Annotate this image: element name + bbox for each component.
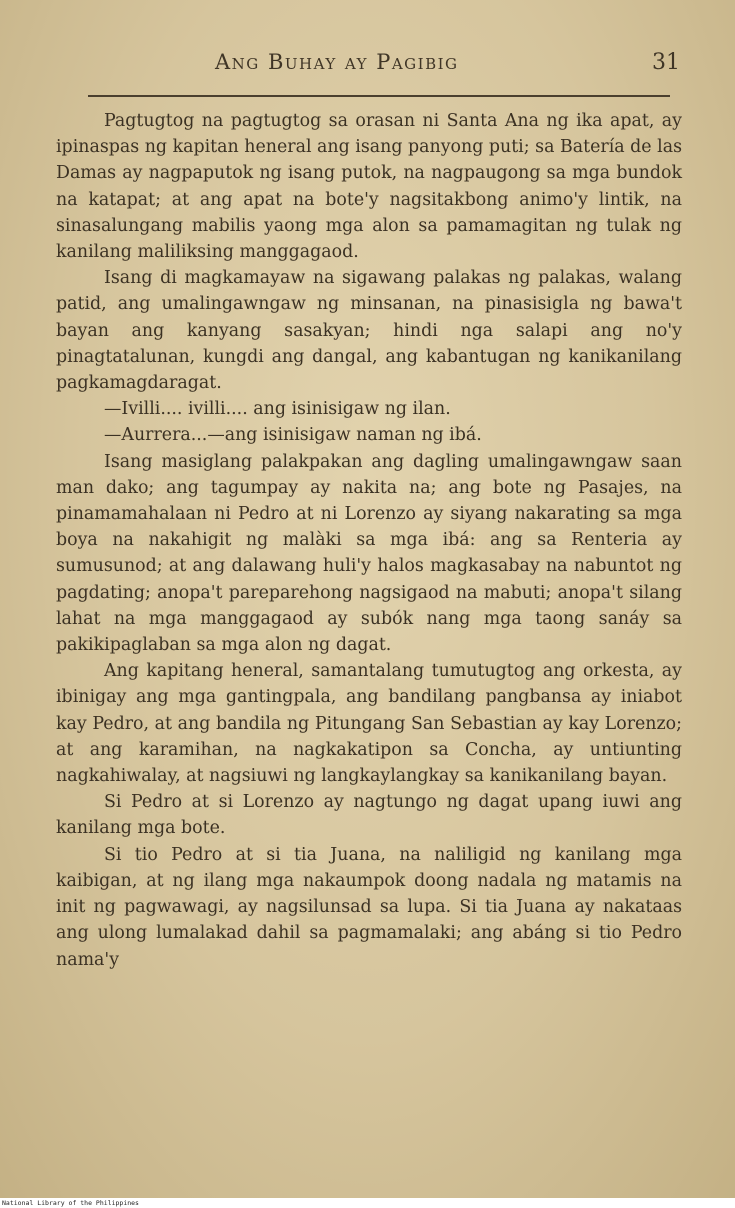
running-title: Ang Buhay ay Pagibig — [215, 50, 459, 74]
footer-credit — [0, 1199, 735, 1208]
body-text — [56, 108, 682, 973]
paragraph: Si Pedro at si Lorenzo ay nagtungo ng dagat upang iuwi ang kanilang mga bote. — [56, 792, 682, 839]
paragraph: Pagtugtog na pagtugtog sa orasan ni Santa Ana ng ika apat, ay ipinaspas ng kapitan heneral ang isang panyong puti; sa Batería de las Damas ay nagpaputok ng isang putok, na nagpaugong sa mga bundok na katapat; at ang apat na bote'y nagsitakbong animo'y lintik, na sinasalungang mabilis yaong mga alon sa pamamagitan ng tulak ng kanilang maliliksing manggagaod. — [56, 111, 682, 263]
paragraph: Si tio Pedro at si tia Juana, na naliligid ng kanilang mga kaibigan, at ng ilang mga nakaumpok doong nadala ng matamis na init ng pagwawagi, ay nagsilunsad sa lupa. Si tia Juana ay nakataas ang ulong lumalakad dahil sa pagmamalaki; ang abáng si tio Pedro nama'y — [56, 844, 682, 970]
paragraph: —Aurrera...—ang isinisigaw naman ng ibá. — [104, 425, 482, 446]
paragraph: —Ivilli.... ivilli.... ang isinisigaw ng ilan. — [104, 399, 451, 420]
paragraph: Ang kapitang heneral, samantalang tumutugtog ang orkesta, ay ibinigay ang mga gantingpala, ang bandilang pangbansa ay iniabot kay Pedro, at ang bandila ng Pitungang San Sebastian ay kay Lorenzo; at ang karamihan, na nagkakatipon sa Concha, ay untiunting nagkahiwalay, at nagsiuwi ng langkaylangkay sa kanikanilang bayan. — [56, 661, 682, 787]
paragraph: Isang masiglang palakpakan ang dagling umalingawngaw saan man dako; ang tagumpay ay nakita na; ang bote ng Pasajes, na pinamamahalaan ni Pedro at ni Lorenzo ay siyang nakarating sa mga boya na nakahigit ng malàki sa mga ibá: ang sa Renteria ay sumusunod; at ang dalawang huli'y halos magkasabay na nabuntot ng pagdating; anopa't pareparehong nagsigaod na mabuti; anopa't silang lahat na mga manggagaod ay subók nang mga taong sanáy sa pakikipaglaban sa mga alon ng dagat. — [56, 451, 682, 656]
footer-credit-text: National Library of the Philippines — [2, 1199, 139, 1207]
page-number: 31 — [652, 50, 680, 75]
page-header — [0, 48, 735, 82]
header-rule — [88, 95, 670, 97]
paragraph: Isang di magkamayaw na sigawang palakas ng palakas, walang patid, ang umalingawngaw ng minsanan, na pinasisigla ng bawa't bayan ang kanyang sasakyan; hindi nga salapi ang no'y pinagtatalunan, kungdi ang dangal, ang kabantugan ng kanikanilang pagkamagdaragat. — [56, 268, 682, 394]
